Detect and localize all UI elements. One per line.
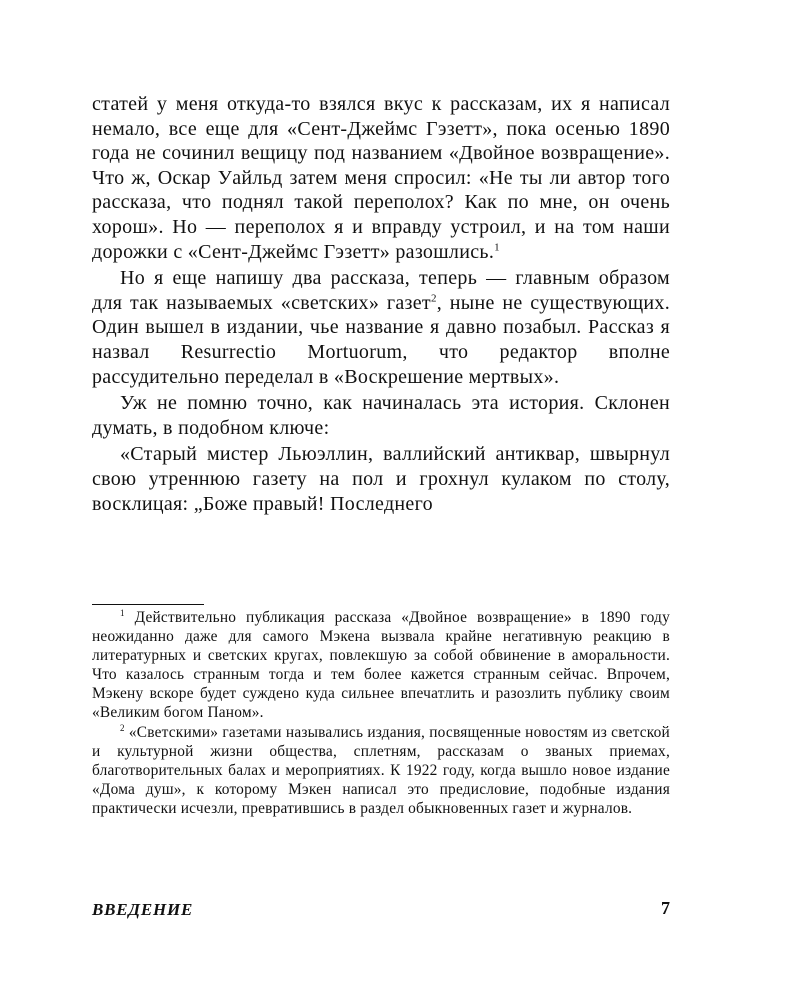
footnote-ref-1: 1 bbox=[494, 240, 500, 253]
page-number: 7 bbox=[661, 898, 670, 918]
footnote-2-text: «Светскими» газетами назывались издания, посвященные новостям из светской и культурной жизни общества, сплетням, рассказам о званых приемах, благотворительных балах и мероприятиях. К 1922 году, когда вышло новое издание «Дома душ», к которому Мэкен написал это предисловие, подобные издания практически исчезли, превратившись в раздел обыкновенных газет и журналов. bbox=[92, 724, 670, 817]
main-text bbox=[92, 92, 670, 516]
footnotes bbox=[92, 608, 670, 819]
footnote-ref-2: 2 bbox=[430, 292, 437, 305]
paragraph-2 bbox=[92, 266, 670, 389]
footnote-1-text: Действительно публикация рассказа «Двойное возвращение» в 1890 году неожиданно даже для самого Мэкена вызвала крайне негативную реакцию в литературных и светских кругах, повлекшую за собой обвинение в аморальности. Что казалось странным тогда и тем более кажется странным сейчас. Впрочем, Мэкену вскоре будет суждено куда сильнее впечатлить и разозлить публику своим «Великим богом Паном». bbox=[92, 609, 670, 721]
paragraph-2-text-before: Но я еще напишу два рассказа, теперь — главным образом для так называемых «светских» газет bbox=[92, 267, 670, 314]
paragraph-2-text-after: , ныне не существующих. Один вышел в издании, чье название я давно позабыл. Рассказ я назвал Resurrectio Mortuorum, что редактор вполне рассудительно переделал в «Воскрешение мертвых». bbox=[92, 291, 671, 388]
footnote-1-marker: 1 bbox=[120, 607, 125, 618]
paragraph-3: Уж не помню точно, как начиналась эта история. Склонен думать, в подобном ключе: bbox=[92, 392, 670, 439]
footnote-2 bbox=[92, 723, 670, 818]
footnote-2-marker: 2 bbox=[120, 722, 125, 733]
footnote-1 bbox=[92, 608, 670, 722]
running-footer bbox=[92, 900, 670, 924]
paragraph-4: «Старый мистер Льюэллин, валлийский антиквар, швырнул свою утреннюю газету на пол и грохнул кулаком по столу, восклицая: „Боже правый! Последнего bbox=[92, 443, 670, 515]
paragraph-1 bbox=[92, 92, 670, 264]
footnote-divider bbox=[92, 604, 204, 605]
section-title: ВВЕДЕНИЕ bbox=[92, 900, 194, 919]
book-page bbox=[92, 92, 670, 972]
paragraph-1-text: статей у меня откуда-то взялся вкус к рассказам, их я написал немало, все еще для «Сент-Джеймс Гэзетт», пока осенью 1890 года не сочинил вещицу под названием «Двойное возвращение». Что ж, Оскар Уайльд затем меня спросил: «Не ты ли автор того рассказа, что поднял такой переполох? Как по мне, он очень хорош». Но — переполох я и вправду устроил, и на том наши дорожки с «Сент-Джеймс Гэзетт» разошлись. bbox=[92, 93, 670, 263]
